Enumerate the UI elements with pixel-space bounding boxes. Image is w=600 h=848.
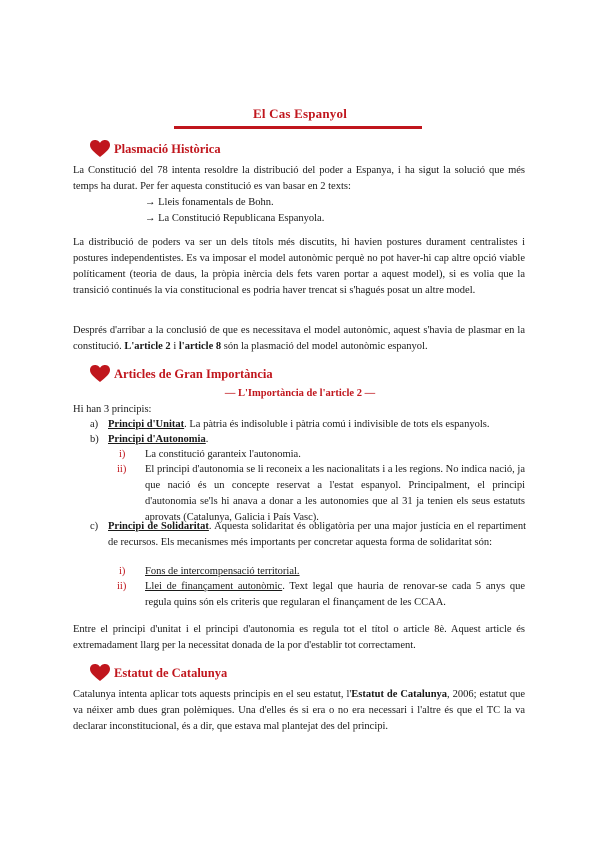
text-run: , 2006; estatut que va néixer amb dues gran polèmiques. Una d'elles és si era o no era necessari i l'altre és que el TC la va declarar inconstitucional, és a dir, que estava mal plantejat des del principi. (73, 689, 525, 732)
paragraph-estatut (73, 687, 525, 735)
bold-estatut: Estatut de Catalunya (351, 689, 448, 700)
subitem-c-i: Fons de intercompensació territorial. (145, 566, 300, 577)
law-name: Llei de finançament autonòmic (145, 581, 283, 592)
text-run: Catalunya intenta aplicar tots aquests principis en el seu estatut, l' (73, 689, 352, 700)
paragraph-intro: La Constitució del 78 intenta resoldre la distribució del poder a Espanya, i ha sigut la solució que més temps ha durat. Per fer aquesta constitució es van basar en 2 texts: (73, 165, 525, 192)
section-heading-articles (90, 364, 273, 384)
section-heading-estatut (90, 663, 227, 683)
heart-icon (90, 664, 110, 682)
text-run: i (170, 341, 179, 352)
principle-solidaritat (108, 519, 526, 551)
section-title: Articles de Gran Importància (114, 366, 273, 381)
list-item-text-2: → La Constitució Republicana Espanyola. (145, 213, 325, 224)
principle-title: Principi d'Autonomia (108, 434, 206, 445)
title-underline (174, 126, 422, 129)
section-title: Plasmació Històrica (114, 141, 221, 156)
list-marker-a: a) (90, 419, 99, 430)
principle-autonomia (108, 432, 526, 448)
list-marker-c: c) (90, 521, 99, 532)
subitem-b-ii: El principi d'autonomia se li reconeix a les nacionalitats i a les regions. No indica nació, ja que nació és un concepte reservat a l'estat espanyol. Principalment, el principi d'autonomia se'ls hi anava a donar a les autonomies que al 31 ja tenien els seus estatuts aprovats (Catalunya, Galicia i País Vasc). (145, 464, 525, 523)
paragraph-articles-ref (73, 323, 525, 355)
subitem-c-ii (145, 579, 525, 611)
section-title: Estatut de Catalunya (114, 665, 228, 680)
law-text: . Text legal que hauria de renovar-se cada 5 anys que regula quins són els criteris que regularan el finançament de les CCAA. (145, 581, 525, 608)
section-heading-plasmacio (90, 139, 221, 159)
list-marker-b: b) (90, 434, 99, 445)
principle-text: . (205, 434, 209, 445)
heart-icon (90, 365, 110, 383)
text-run: Després d'arribar a la conclusió de que es necessitava el model autonòmic, aquest s'havia de plasmar en la constitució. (73, 325, 525, 352)
principles-intro: Hi han 3 principis: (73, 404, 152, 415)
principle-title: Principi d'Unitat (108, 419, 185, 430)
heart-icon (90, 140, 110, 158)
bold-article-8: l'article 8 (178, 341, 222, 352)
principle-title: Principi de Solidaritat (108, 521, 209, 532)
principle-text: . Aquesta solidaritat és obligatòria per una major justícia en el repartiment de recursos. Els mecanismes més importants per concretar aquesta forma de solidaritat són: (108, 521, 527, 548)
list-item-text-1: → Lleis fonamentals de Bohn. (145, 197, 274, 208)
principle-unitat (108, 417, 526, 433)
list-marker-c-ii: ii) (117, 581, 127, 592)
list-marker-c-i: i) (119, 566, 126, 577)
list-marker-b-ii: ii) (117, 464, 127, 475)
bold-article-2: L'article 2 (124, 341, 171, 352)
paragraph-distribution: La distribució de poders va ser un dels títols més discutits, hi havien postures durament centralistes i postures independentistes. Es va imposar el model autonòmic perquè no pot haver-hi cap altre opció viable políticament (teoria de daus, la pròpia inèrcia dels fets varen portar a aquest model), si es volia que la transició continués la via constitucional es podria haver trencat si s'hagués posat un altre model. (73, 237, 525, 296)
principle-text: . La pàtria és indisoluble i pàtria comú i indivisible de tots els espanyols. (184, 419, 490, 430)
subitem-b-i: La constitució garanteix l'autonomia. (145, 449, 301, 460)
paragraph-closing: Entre el principi d'unitat i el principi d'autonomia es regula tot el títol o article 8è. Aquest article és extremadament llarg per la necessitat donada de la por d'establir tot correctament. (73, 624, 525, 651)
text-run: són la plasmació del model autonòmic espanyol. (221, 341, 428, 352)
document-title: El Cas Espanyol (252, 106, 348, 121)
list-marker-b-i: i) (119, 449, 126, 460)
subheading-article-2: — L'Importància de l'article 2 — (224, 388, 376, 399)
